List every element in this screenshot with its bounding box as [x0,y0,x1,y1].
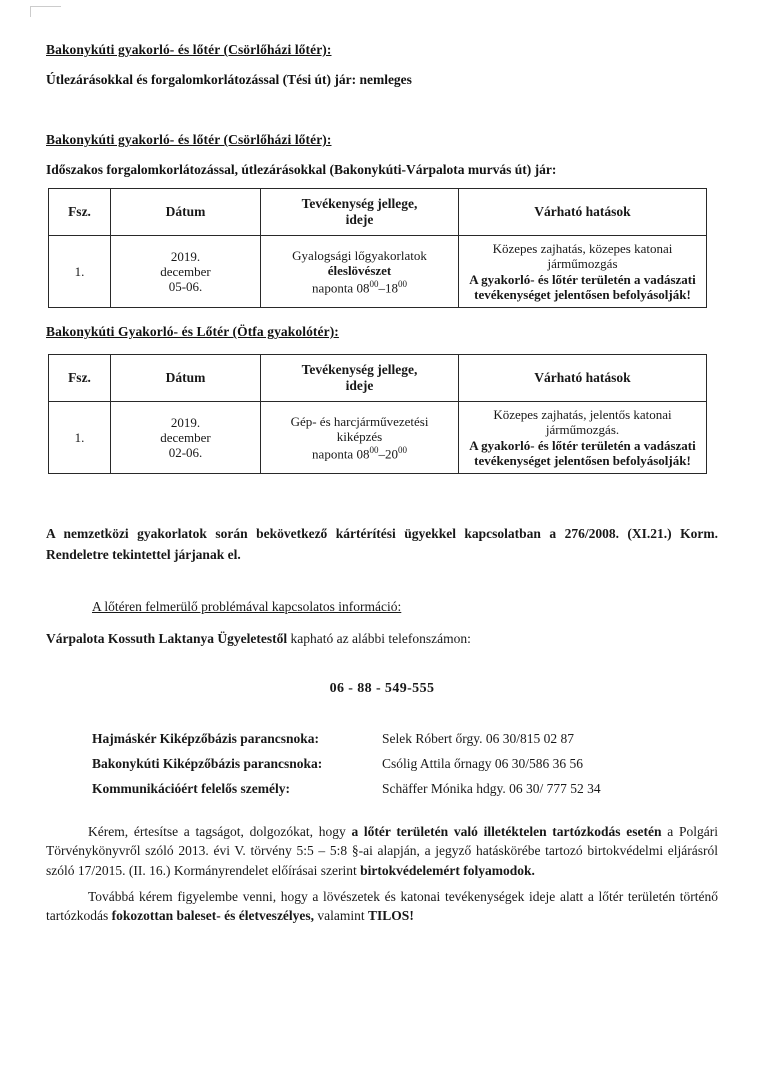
section-subtitle-2: Időszakos forgalomkorlátozással, útlezárásokkal (Bakonykúti-Várpalota murvás út) jár: [46,162,557,177]
date-line-3: 05-06. [168,279,203,295]
spacer [46,615,718,631]
contact-list [92,731,718,797]
contact-label: Kommunikációért felelős személy: [92,780,290,796]
date-line-2: december [160,429,211,445]
effects-normal: Közepes zajhatás, közepes katonai járműmozgás [492,240,673,272]
closing-p1-c: a Polgári Törvénykönyvről szóló 2013. évi V. törvény 5:5 – 5:8 §-ai alapján, a jegyző hatáskörébe tartozó birtokvédelmi eljárásról szóló 17/2015. (II. 16.) Kormányrendelet előírásai szerint [46,823,718,878]
activity-time-prefix: naponta 08 [312,279,370,295]
activity-time-sup-2: 00 [397,278,407,289]
activity-time-prefix: naponta 08 [312,445,370,461]
closing-paragraph-1 [46,822,718,881]
column-header-activity-line2: ideje [345,378,374,394]
column-header-fsz: Fsz. [49,189,111,236]
contact-row [92,781,718,797]
activity-line-3 [265,445,454,462]
date-line-2: december [160,263,211,279]
table-header-row [49,355,707,402]
activity-time-sup-1: 00 [369,444,379,455]
column-header-activity [261,189,459,236]
closing-p1-a: Kérem, értesítse a tagságot, dolgozókat, hogy [88,823,352,839]
column-header-effects: Várható hatások [459,355,707,402]
column-header-activity [261,355,459,402]
closing-p1-d: birtokvédelemért folyamodok. [360,862,535,878]
contact-value: Selek Róbert őrgy. 06 30/815 02 87 [382,730,574,746]
section-subtitle-1: Útlezárásokkal és forgalomkorlátozással (Tési út) jár: nemleges [46,72,412,87]
contact-row [92,756,718,772]
table-row [49,235,707,307]
cell-effects [459,402,707,474]
contact-label: Bakonykúti Kiképzőbázis parancsnoka: [92,755,323,771]
cell-fsz: 1. [49,235,111,307]
cell-date [111,402,261,474]
cell-fsz: 1. [49,402,111,474]
closing-p2-a: Továbbá kérem figyelembe venni, hogy a lövészetek és katonai tevékenységek ideje alatt a lőtér területén történő tartózkodás [46,888,718,924]
column-header-date: Dátum [111,189,261,236]
column-header-activity-line1: Tevékenység jellege, [301,196,418,211]
section-heading-1: Bakonykúti gyakorló- és lőtér (Csörlőházi lőtér): [46,42,332,57]
column-header-fsz: Fsz. [49,355,111,402]
closing-p2-b: fokozottan baleset- és életveszélyes, [111,908,315,924]
section-heading-3: Bakonykúti Gyakorló- és Lőtér (Ötfa gyakolótér): [46,324,339,340]
activity-line-1: Gép- és harcjárművezetési [290,414,429,429]
column-header-date: Dátum [111,355,261,402]
effects-normal: Közepes zajhatás, jelentős katonai járműmozgás. [493,407,672,438]
activity-time-sup-1: 00 [369,278,379,289]
cell-activity [261,235,459,307]
scan-corner-mark [30,6,61,17]
info-heading: A lőtéren felmerülő problémával kapcsolatos információ: [92,598,402,614]
contact-value: Csólig Attila őrnagy 06 30/586 36 56 [382,755,583,771]
table-header-row [49,189,707,236]
spacer [46,565,718,599]
cell-date [111,235,261,307]
contact-value: Schäffer Mónika hdgy. 06 30/ 777 52 34 [382,780,601,796]
column-header-activity-line2: ideje [345,211,374,227]
spacer [46,508,718,524]
spacer [46,98,718,132]
date-line-3: 02-06. [168,445,203,461]
section-heading-2: Bakonykúti gyakorló- és lőtér (Csörlőházi lőtér): [46,132,332,147]
cell-effects [459,235,707,307]
document-content [46,42,718,932]
closing-p1-b: a lőtér területén való illetéktelen tartózkodás esetén [351,823,662,839]
table-row [49,402,707,474]
activity-time-mid: –18 [378,279,398,295]
column-header-activity-line1: Tevékenység jellege, [301,362,418,378]
activity-time-mid: –20 [378,445,398,461]
duty-officer-line [46,631,718,647]
duty-officer-bold: Várpalota Kossuth Laktanya Ügyeletestől [46,630,288,646]
activity-time-sup-2: 00 [397,444,407,455]
closing-p2-c: valamint [314,908,369,924]
effects-bold: A gyakorló- és lőtér területén a vadászati tevékenységet jelentősen befolyásolják! [469,437,696,468]
duty-officer-rest: kapható az alábbi telefonszámon: [287,630,471,646]
spacer [46,647,718,681]
activity-table-2 [48,354,707,474]
activity-line-3 [265,279,454,296]
effects-bold: A gyakorló- és lőtér területén a vadászati tevékenységet jelentősen befolyásolják! [469,271,696,302]
spacer [46,806,718,822]
contact-row [92,731,718,747]
activity-table-1 [48,188,707,308]
closing-p2-d: TILOS! [368,908,414,924]
spacer [46,697,718,731]
activity-line-1: Gyalogsági lőgyakorlatok [292,247,427,263]
spacer [46,474,718,508]
date-line-1: 2019. [170,248,201,264]
compensation-notice: A nemzetközi gyakorlatok során bekövetkező kártérítési ügyekkel kapcsolatban a 276/2008. (XI.21.) Korm. Rendeletre tekintettel járjanak el. [46,526,718,562]
date-line-1: 2019. [170,414,201,430]
spacer [46,308,718,324]
cell-activity [261,402,459,474]
contact-label: Hajmáskér Kiképzőbázis parancsnoka: [92,730,320,746]
activity-line-2: éleslövészet [327,263,392,279]
phone-number: 06 - 88 - 549-555 [329,680,435,696]
activity-line-2: kiképzés [336,429,383,445]
column-header-effects: Várható hatások [459,189,707,236]
closing-paragraph-2 [46,887,718,926]
